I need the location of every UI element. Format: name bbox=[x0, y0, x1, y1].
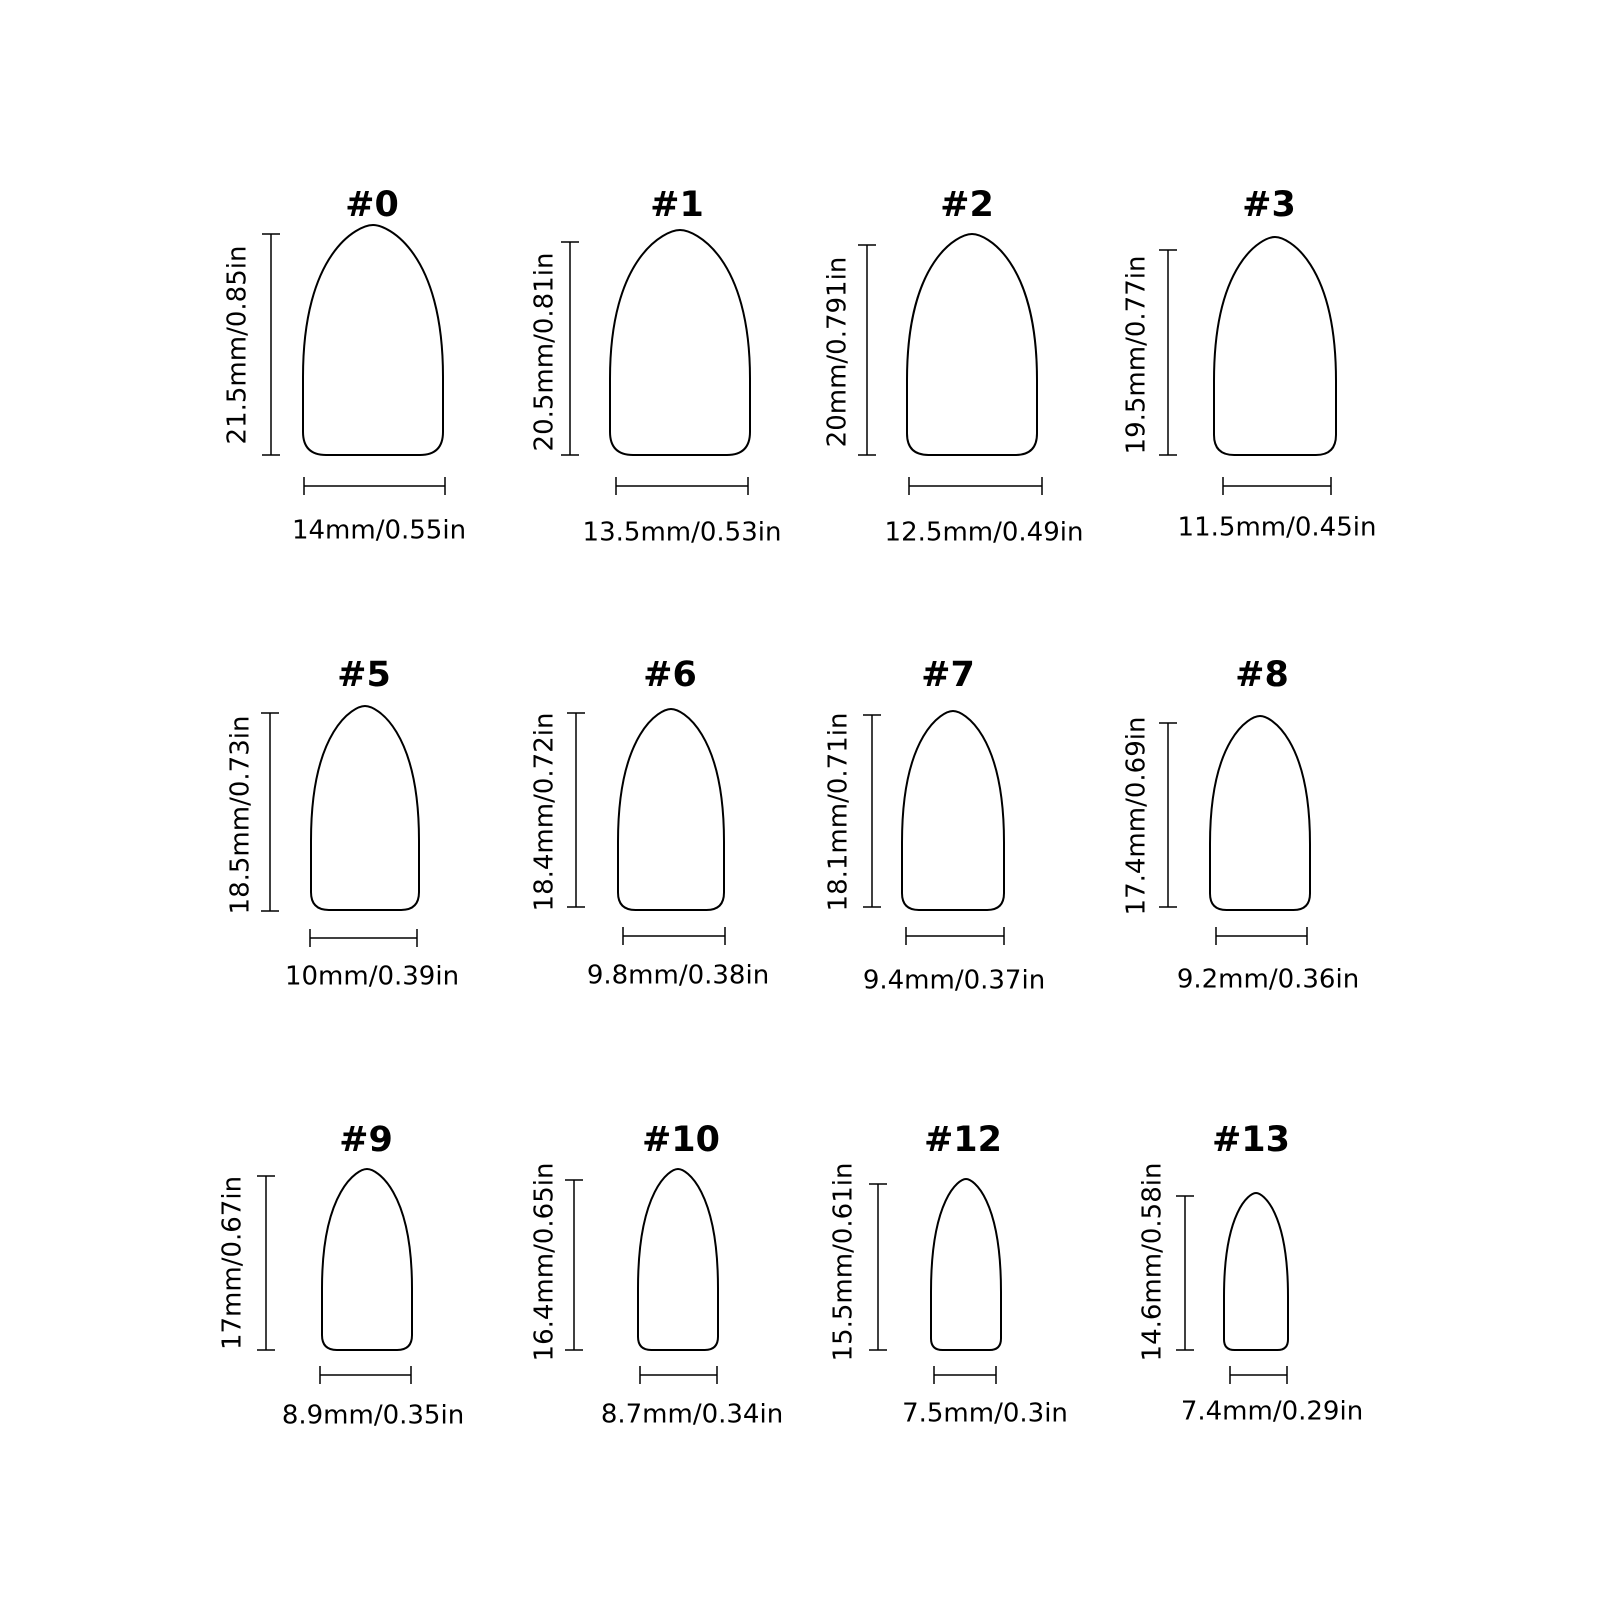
nail-outline bbox=[618, 709, 724, 910]
nail-size-3 bbox=[1122, 185, 1377, 543]
nail-height-label: 15.5mm/0.61in bbox=[828, 1162, 859, 1362]
nail-width-label: 9.8mm/0.38in bbox=[586, 960, 770, 991]
nail-size-label: #10 bbox=[641, 1120, 721, 1160]
nail-width-label: 10mm/0.39in bbox=[284, 961, 460, 992]
nail-size-1 bbox=[530, 185, 782, 548]
nail-outline bbox=[1224, 1193, 1288, 1350]
nail-height-label: 17mm/0.67in bbox=[217, 1175, 248, 1351]
nail-outline bbox=[303, 225, 443, 455]
nail-height-label: 20.5mm/0.81in bbox=[529, 252, 560, 452]
nail-height-label: 21.5mm/0.85in bbox=[222, 245, 253, 445]
nail-width-label: 9.4mm/0.37in bbox=[862, 965, 1046, 996]
nail-height-label: 14.6mm/0.58in bbox=[1137, 1162, 1168, 1362]
nail-outline bbox=[931, 1179, 1001, 1350]
nail-outline bbox=[1210, 716, 1310, 910]
nail-height-label: 16.4mm/0.65in bbox=[529, 1162, 560, 1362]
nail-size-2 bbox=[823, 185, 1084, 548]
nail-outline bbox=[311, 706, 419, 910]
nail-size-0 bbox=[223, 185, 467, 546]
nail-size-4 bbox=[226, 655, 460, 992]
nail-outline bbox=[1214, 237, 1336, 455]
nail-outline bbox=[907, 234, 1037, 455]
nail-outline bbox=[322, 1169, 412, 1350]
nail-width-label: 14mm/0.55in bbox=[291, 515, 467, 546]
nail-width-label: 12.5mm/0.49in bbox=[884, 517, 1084, 548]
nail-width-label: 9.2mm/0.36in bbox=[1176, 964, 1360, 995]
nail-width-label: 7.4mm/0.29in bbox=[1180, 1396, 1364, 1427]
nail-size-label: #2 bbox=[940, 185, 994, 225]
nail-size-label: #1 bbox=[650, 185, 704, 225]
nail-width-label: 8.9mm/0.35in bbox=[281, 1400, 465, 1431]
nail-width-label: 7.5mm/0.3in bbox=[902, 1398, 1068, 1429]
nail-size-8 bbox=[218, 1120, 465, 1431]
nail-size-6 bbox=[824, 655, 1046, 996]
nail-size-10 bbox=[829, 1120, 1068, 1429]
nail-size-11 bbox=[1138, 1120, 1364, 1427]
nail-size-7 bbox=[1122, 655, 1360, 995]
nail-size-label: #9 bbox=[339, 1120, 393, 1160]
nail-size-label: #13 bbox=[1211, 1120, 1291, 1160]
nail-size-label: #12 bbox=[923, 1120, 1003, 1160]
nail-size-9 bbox=[530, 1120, 784, 1430]
nail-outline bbox=[902, 711, 1004, 910]
nail-size-5 bbox=[530, 655, 770, 991]
nail-size-label: #0 bbox=[345, 185, 399, 225]
nail-width-label: 11.5mm/0.45in bbox=[1177, 512, 1377, 543]
nail-height-label: 19.5mm/0.77in bbox=[1121, 255, 1152, 455]
nail-height-label: 17.4mm/0.69in bbox=[1121, 716, 1152, 916]
nail-size-label: #5 bbox=[337, 655, 391, 695]
nail-width-label: 13.5mm/0.53in bbox=[582, 517, 782, 548]
nail-size-label: #3 bbox=[1242, 185, 1296, 225]
nail-height-label: 18.1mm/0.71in bbox=[823, 712, 854, 912]
nail-height-label: 18.5mm/0.73in bbox=[225, 715, 256, 915]
nail-size-label: #8 bbox=[1235, 655, 1289, 695]
nail-height-label: 18.4mm/0.72in bbox=[529, 712, 560, 912]
nail-outline bbox=[638, 1169, 718, 1350]
nail-outline bbox=[610, 230, 750, 455]
nail-height-label: 20mm/0.791in bbox=[822, 256, 853, 448]
nail-size-label: #6 bbox=[643, 655, 697, 695]
nail-width-label: 8.7mm/0.34in bbox=[600, 1399, 784, 1430]
nail-size-label: #7 bbox=[921, 655, 975, 695]
